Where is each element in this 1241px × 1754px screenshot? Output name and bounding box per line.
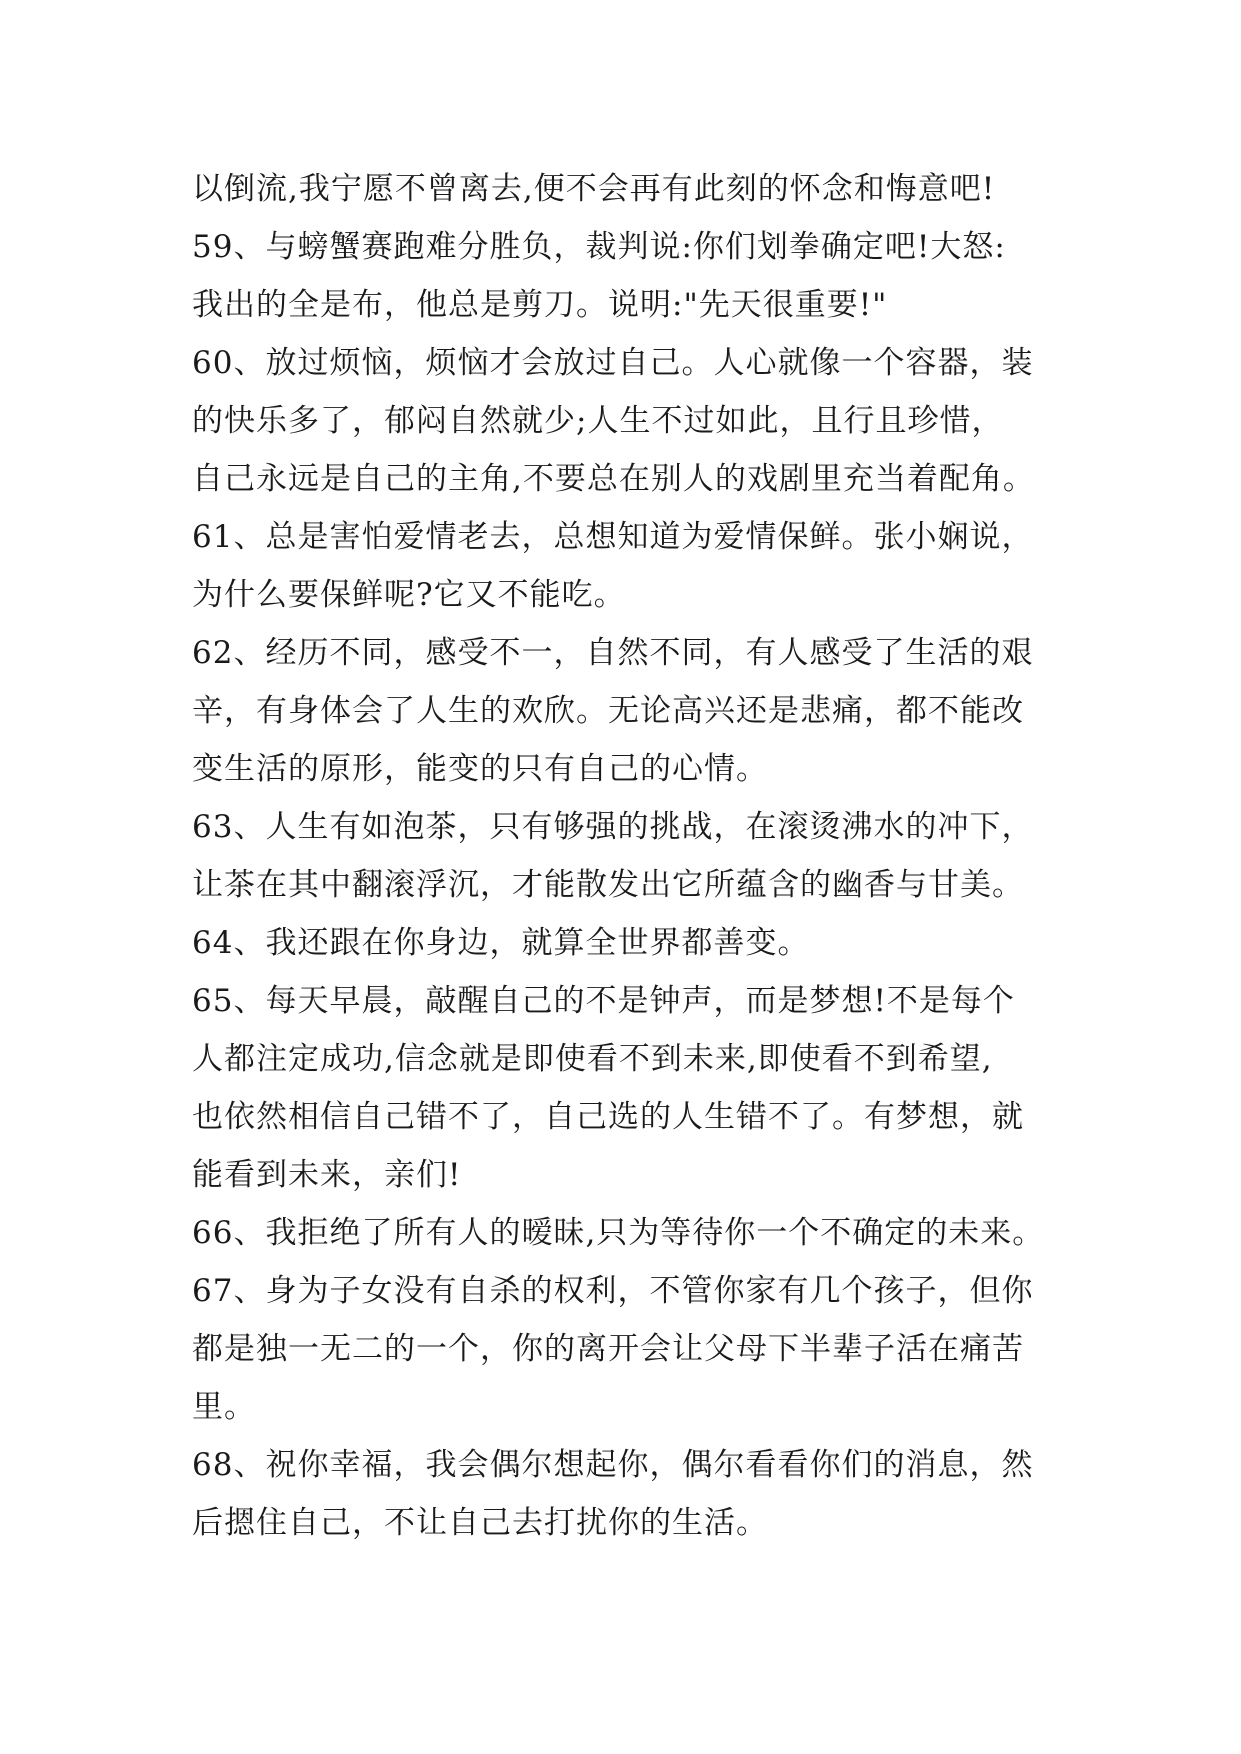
text-line: 65、每天早晨，敲醒自己的不是钟声，而是梦想!不是每个 <box>192 983 1015 1019</box>
text-line: 61、总是害怕爱情老去，总想知道为爱情保鲜。张小娴说， <box>192 519 1034 555</box>
document-body <box>192 160 1072 1552</box>
text-line: 为什么要保鲜呢?它又不能吃。 <box>192 577 626 613</box>
text-line: 66、我拒绝了所有人的暧昧,只为等待你一个不确定的未来。 <box>192 1215 1045 1251</box>
text-line: 也依然相信自己错不了，自己选的人生错不了。有梦想，就 <box>192 1099 1024 1135</box>
text-line: 68、祝你幸福，我会偶尔想起你，偶尔看看你们的消息，然 <box>192 1447 1034 1483</box>
text-line: 62、经历不同，感受不一，自然不同，有人感受了生活的艰 <box>192 635 1034 671</box>
text-line: 辛，有身体会了人生的欢欣。无论高兴还是悲痛，都不能改 <box>192 693 1024 729</box>
text-line: 后摁住自己，不让自己去打扰你的生活。 <box>192 1505 768 1541</box>
text-line: 我出的全是布，他总是剪刀。说明:"先天很重要!" <box>192 287 888 323</box>
text-line: 64、我还跟在你身边，就算全世界都善变。 <box>192 925 810 961</box>
text-line: 里。 <box>192 1389 256 1425</box>
text-line: 60、放过烦恼，烦恼才会放过自己。人心就像一个容器，装 <box>192 345 1034 381</box>
text-line: 能看到未来，亲们! <box>192 1157 462 1193</box>
text-line: 让茶在其中翻滚浮沉，才能散发出它所蕴含的幽香与甘美。 <box>192 867 1024 903</box>
text-line: 59、与螃蟹赛跑难分胜负，裁判说:你们划拳确定吧!大怒: <box>192 229 1006 265</box>
text-line: 人都注定成功,信念就是即使看不到未来,即使看不到希望, <box>192 1041 993 1077</box>
text-line: 都是独一无二的一个，你的离开会让父母下半辈子活在痛苦 <box>192 1331 1024 1367</box>
text-line: 67、身为子女没有自杀的权利，不管你家有几个孩子，但你 <box>192 1273 1034 1309</box>
text-line: 变生活的原形，能变的只有自己的心情。 <box>192 751 768 787</box>
text-line: 自己永远是自己的主角,不要总在别人的戏剧里充当着配角。 <box>192 461 1035 497</box>
text-line: 63、人生有如泡茶，只有够强的挑战，在滚烫沸水的冲下， <box>192 809 1034 845</box>
text-line: 以倒流,我宁愿不曾离去,便不会再有此刻的怀念和悔意吧! <box>192 171 996 207</box>
text-line: 的快乐多了，郁闷自然就少;人生不过如此，且行且珍惜， <box>192 403 1004 439</box>
